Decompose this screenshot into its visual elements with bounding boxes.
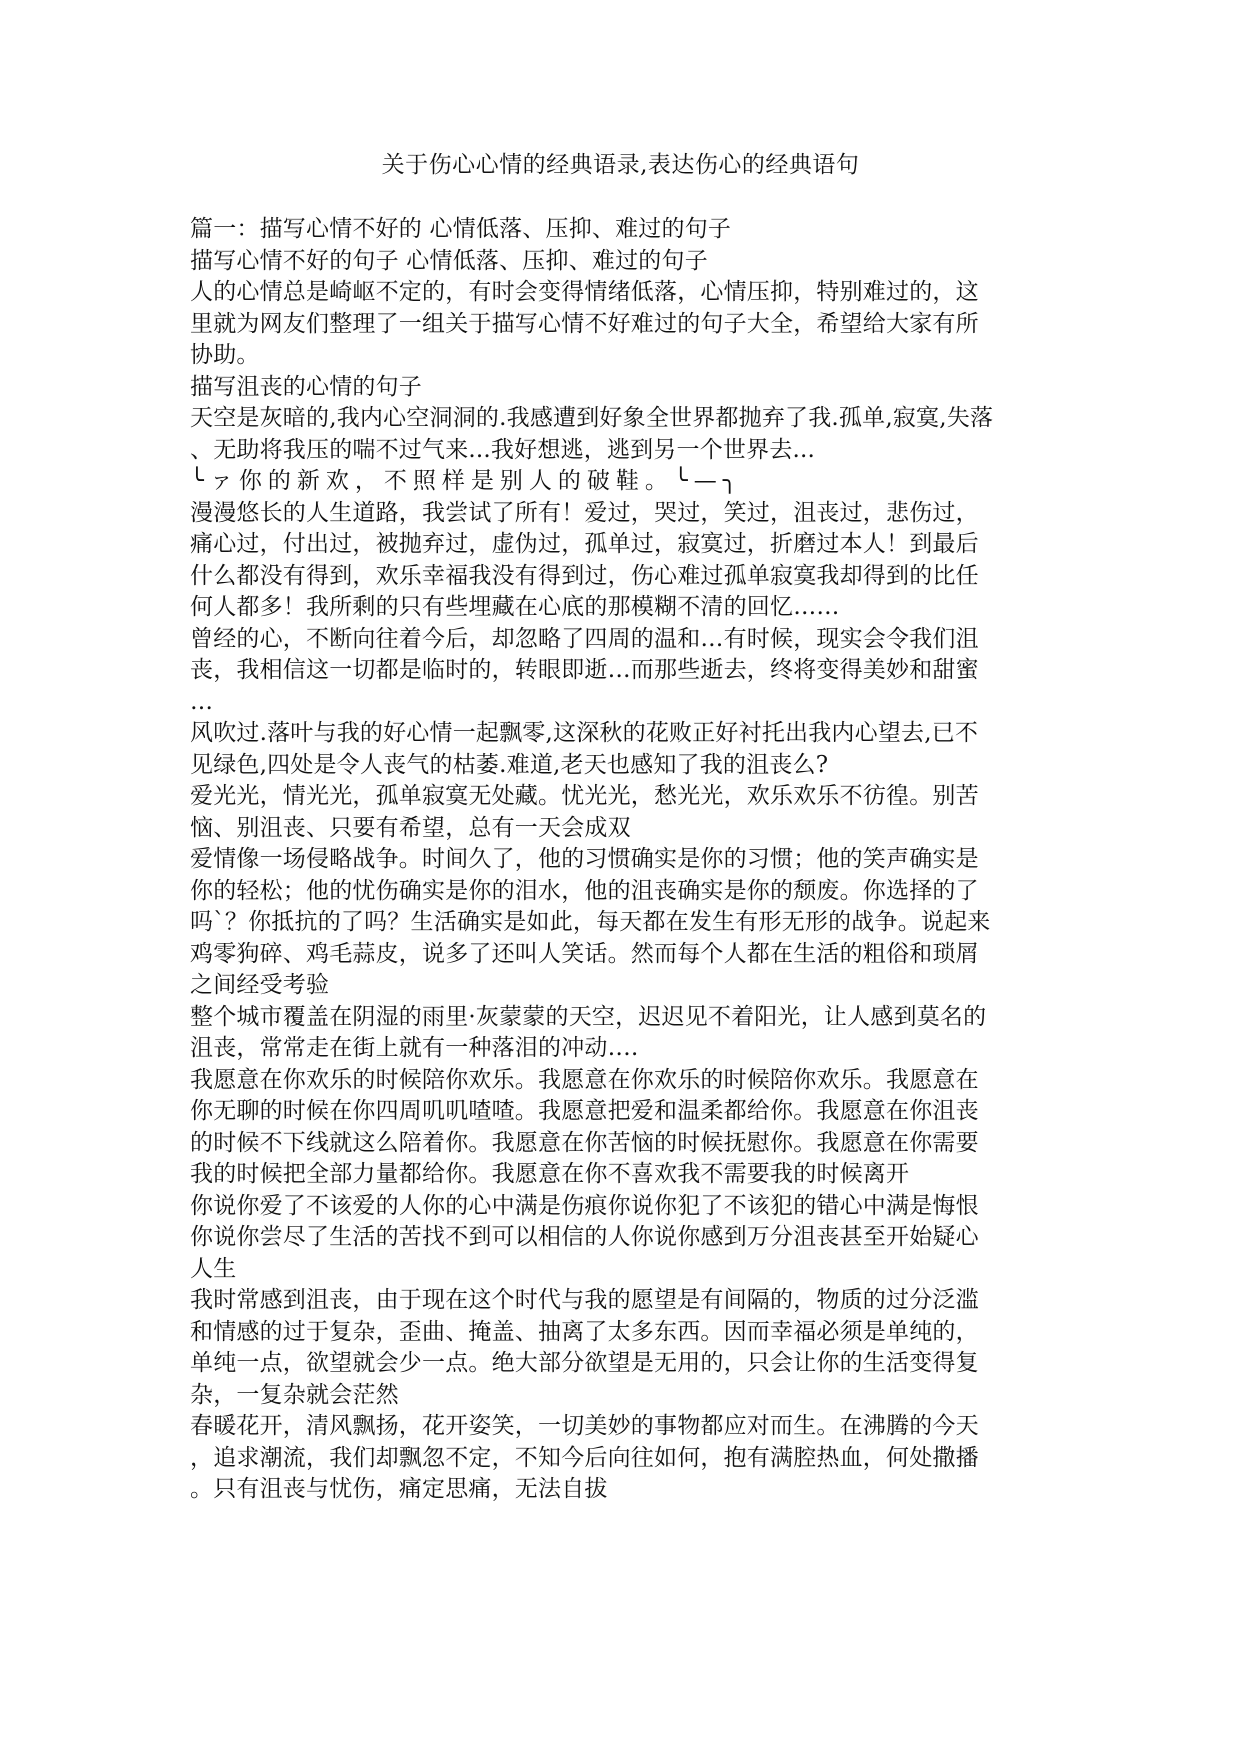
text-line: ╰ァ你的新欢，不照样是别人的破鞋。╰—╮ <box>190 468 743 494</box>
text-line: 痛心过，付出过，被抛弃过，虚伪过，孤单过，寂寞过，折磨过本人！到最后 <box>190 531 979 557</box>
text-line: 漫漫悠长的人生道路，我尝试了所有！爱过，哭过，笑过，沮丧过，悲伤过， <box>190 499 979 526</box>
text-line: 人的心情总是崎岖不定的，有时会变得情绪低落，心情压抑，特别难过的，这 <box>190 279 979 305</box>
text-line: 什么都没有得到，欢乐幸福我没有得到过，伤心难过孤单寂寞我却得到的比任 <box>190 562 979 589</box>
text-line: 何人都多！我所剩的只有些埋藏在心底的那模糊不清的回忆…… <box>190 594 840 620</box>
text-line: 描写心情不好的句子 心情低落、压抑、难过的句子 <box>190 247 708 274</box>
text-line: 里就为网友们整理了一组关于描写心情不好难过的句子大全，希望给大家有所 <box>190 310 979 337</box>
text-line: 你的轻松；他的忧伤确实是你的泪水，他的沮丧确实是你的颓废。你选择的了 <box>190 877 979 904</box>
text-line: 恼、别沮丧、只要有希望，总有一天会成双 <box>190 814 631 841</box>
text-line: 天空是灰暗的,我内心空洞洞的.我感遭到好象全世界都抛弃了我.孤单,寂寞,失落 <box>190 405 994 431</box>
text-line: 整个城市覆盖在阴湿的雨里·灰蒙蒙的天空，迟迟见不着阳光，让人感到莫名的 <box>190 1003 987 1030</box>
text-line: 爱光光，情光光，孤单寂寞无处藏。忧光光，愁光光，欢乐欢乐不彷徨。别苦 <box>190 783 979 809</box>
text-line: … <box>190 688 214 715</box>
text-line: 之间经受考验 <box>190 972 330 998</box>
text-line: 协助。 <box>190 342 260 368</box>
text-line: 风吹过.落叶与我的好心情一起飘零,这深秋的花败正好衬托出我内心望去,已不 <box>190 720 979 746</box>
text-line: 丧，我相信这一切都是临时的，转眼即逝…而那些逝去，终将变得美妙和甜蜜 <box>190 657 979 683</box>
text-line: 我愿意在你欢乐的时候陪你欢乐。我愿意在你欢乐的时候陪你欢乐。我愿意在 <box>190 1066 979 1093</box>
document-title: 关于伤心心情的经典语录,表达伤心的经典语句 <box>381 152 860 178</box>
text-line: 和情感的过于复杂，歪曲、掩盖、抽离了太多东西。因而幸福必须是单纯的， <box>190 1318 979 1345</box>
text-line: 见绿色,四处是令人丧气的枯萎.难道,老天也感知了我的沮丧么? <box>190 751 829 778</box>
text-line: 你无聊的时候在你四周叽叽喳喳。我愿意把爱和温柔都给你。我愿意在你沮丧 <box>190 1098 979 1124</box>
text-line: 我时常感到沮丧，由于现在这个时代与我的愿望是有间隔的，物质的过分泛滥 <box>190 1287 979 1313</box>
text-line: 你说你尝尽了生活的苦找不到可以相信的人你说你感到万分沮丧甚至开始疑心 <box>190 1224 979 1250</box>
text-line: 篇一：描写心情不好的 心情低落、压抑、难过的句子 <box>190 216 732 242</box>
document-body <box>190 214 1052 1506</box>
text-line: 描写沮丧的心情的句子 <box>190 373 422 400</box>
text-line: 曾经的心，不断向往着今后，却忽略了四周的温和…有时候，现实会令我们沮 <box>190 625 979 652</box>
text-line: 吗`？你抵抗的了吗？生活确实是如此，每天都在发生有形无形的战争。说起来 <box>190 909 991 935</box>
text-line: 杂，一复杂就会茫然 <box>190 1381 399 1408</box>
text-line: 人生 <box>190 1255 237 1282</box>
text-line: 鸡零狗碎、鸡毛蒜皮，说多了还叫人笑话。然而每个人都在生活的粗俗和琐屑 <box>190 940 979 967</box>
text-line: 单纯一点，欲望就会少一点。绝大部分欲望是无用的，只会让你的生活变得复 <box>190 1350 979 1376</box>
text-line: 爱情像一场侵略战争。时间久了，他的习惯确实是你的习惯；他的笑声确实是 <box>190 846 979 872</box>
text-line: 沮丧，常常走在街上就有一种落泪的冲动‥‥ <box>190 1035 639 1061</box>
text-line: 春暖花开，清风飘扬，花开姿笑，一切美妙的事物都应对而生。在沸腾的今天 <box>190 1413 979 1439</box>
text-line: 、无助将我压的喘不过气来...我好想逃，逃到另一个世界去... <box>190 436 816 463</box>
text-line: 的时候不下线就这么陪着你。我愿意在你苦恼的时候抚慰你。我愿意在你需要 <box>190 1129 979 1156</box>
text-line: 你说你爱了不该爱的人你的心中满是伤痕你说你犯了不该犯的错心中满是悔恨 <box>190 1192 979 1219</box>
text-line: ，追求潮流，我们却飘忽不定，不知今后向往如何，抱有满腔热血，何处撒播 <box>190 1444 979 1471</box>
text-line: 。只有沮丧与忧伤，痛定思痛，无法自拔 <box>190 1476 608 1502</box>
text-line: 我的时候把全部力量都给你。我愿意在你不喜欢我不需要我的时候离开 <box>190 1161 910 1187</box>
